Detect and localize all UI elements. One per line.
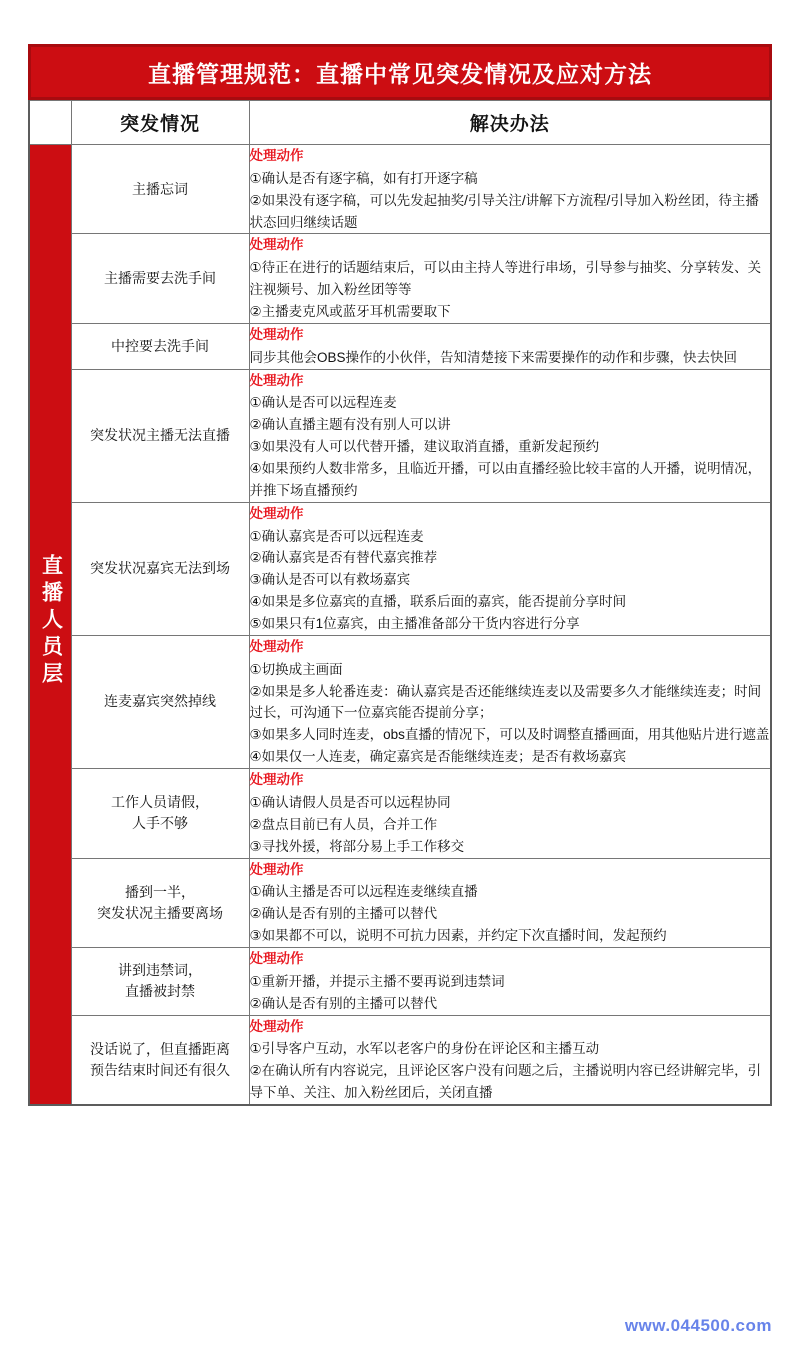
solution-step: ②确认是否有别的主播可以替代	[249, 995, 438, 1011]
table-row	[29, 635, 771, 768]
table-row	[29, 947, 771, 1015]
table-row	[29, 769, 771, 858]
solution-step: ③如果没有人可以代替开播，建议取消直播，重新发起预约	[249, 439, 600, 455]
action-heading: 处理动作	[249, 1018, 304, 1034]
solution-step: ③如果都不可以，说明不可抗力因素，并约定下次直播时间，发起预约	[249, 928, 667, 944]
action-heading: 处理动作	[249, 950, 304, 966]
solution-cell	[249, 769, 771, 858]
solution-step: ⑤如果只有1位嘉宾，由主播准备部分干货内容进行分享	[249, 616, 580, 632]
solution-step: ①切换成主画面	[249, 661, 343, 677]
situation-cell: 没话说了，但直播距离 预告结束时间还有很久	[71, 1015, 249, 1105]
solution-step: ②确认是否有别的主播可以替代	[249, 906, 438, 922]
situation-cell: 突发状况嘉宾无法到场	[71, 502, 249, 635]
page-title: 直播管理规范：直播中常见突发情况及应对方法	[148, 60, 652, 87]
title-banner	[28, 44, 772, 100]
solution-cell	[249, 502, 771, 635]
column-header-situation: 突发情况	[71, 101, 249, 145]
action-heading: 处理动作	[249, 237, 304, 253]
solution-cell	[249, 1015, 771, 1105]
action-heading: 处理动作	[249, 861, 304, 877]
header-spacer-cell	[29, 101, 71, 145]
situation-cell: 讲到违禁词， 直播被封禁	[71, 947, 249, 1015]
solution-step: ②盘点目前已有人员，合并工作	[249, 816, 438, 832]
solution-step: ④如果是多位嘉宾的直播，联系后面的嘉宾，能否提前分享时间	[249, 594, 627, 610]
situation-cell: 中控要去洗手间	[71, 323, 249, 369]
solution-step: ①引导客户互动，水军以老客户的身份在评论区和主播互动	[249, 1041, 600, 1057]
solution-step: ①确认是否可以远程连麦	[249, 395, 397, 411]
emergency-response-table	[28, 100, 772, 1106]
situation-cell: 突发状况主播无法直播	[71, 369, 249, 502]
document-page	[28, 44, 772, 1106]
table-row	[29, 502, 771, 635]
solution-cell	[249, 947, 771, 1015]
table-header-row	[29, 101, 771, 145]
solution-step: ①待正在进行的话题结束后，可以由主持人等进行串场，引导参与抽奖、分享转发、关注视频号、加入粉丝团等等	[249, 260, 762, 298]
table-row	[29, 858, 771, 947]
site-watermark: www.044500.com	[624, 1316, 772, 1335]
situation-cell: 主播需要去洗手间	[71, 234, 249, 323]
solution-step: 同步其他会OBS操作的小伙伴，告知清楚接下来需要操作的动作和步骤，快去快回	[249, 349, 738, 365]
group-label-cell	[29, 145, 71, 1105]
solution-step: ③确认是否可以有救场嘉宾	[249, 572, 411, 588]
solution-step: ②主播麦克风或蓝牙耳机需要取下	[249, 304, 451, 320]
action-heading: 处理动作	[249, 772, 304, 788]
table-row	[29, 369, 771, 502]
table-row	[29, 145, 771, 234]
solution-step: ④如果仅一人连麦，确定嘉宾是否能继续连麦；是否有救场嘉宾	[249, 749, 627, 765]
solution-step: ②在确认所有内容说完，且评论区客户没有问题之后，主播说明内容已经讲解完毕，引导下单、关注、加入粉丝团后，关闭直播	[249, 1063, 762, 1101]
situation-cell: 工作人员请假， 人手不够	[71, 769, 249, 858]
solution-step: ③寻找外援，将部分易上手工作移交	[249, 838, 465, 854]
solution-step: ①确认请假人员是否可以远程协同	[249, 794, 451, 810]
solution-cell	[249, 635, 771, 768]
solution-step: ①重新开播，并提示主播不要再说到违禁词	[249, 973, 505, 989]
solution-step: ①确认嘉宾是否可以远程连麦	[249, 528, 424, 544]
table-row	[29, 323, 771, 369]
solution-cell	[249, 323, 771, 369]
action-heading: 处理动作	[249, 505, 304, 521]
table-row	[29, 234, 771, 323]
solution-step: ②确认嘉宾是否有替代嘉宾推荐	[249, 550, 438, 566]
action-heading: 处理动作	[249, 372, 304, 388]
column-header-solution: 解决办法	[249, 101, 771, 145]
situation-cell: 主播忘词	[71, 145, 249, 234]
solution-step: ②如果没有逐字稿，可以先发起抽奖/引导关注/讲解下方流程/引导加入粉丝团，待主播状态回归继续话题	[249, 192, 759, 230]
solution-cell	[249, 858, 771, 947]
solution-cell	[249, 145, 771, 234]
action-heading: 处理动作	[249, 638, 304, 654]
action-heading: 处理动作	[249, 148, 304, 163]
solution-step: ④如果预约人数非常多，且临近开播，可以由直播经验比较丰富的人开播，说明情况，并推下场直播预约	[249, 461, 762, 498]
table-body	[29, 145, 771, 1105]
action-heading: 处理动作	[249, 326, 304, 342]
solution-cell	[249, 234, 771, 323]
situation-cell: 连麦嘉宾突然掉线	[71, 635, 249, 768]
table-row	[29, 1015, 771, 1105]
solution-step: ②确认直播主题有没有别人可以讲	[249, 417, 451, 433]
solution-step: ③如果多人同时连麦，obs直播的情况下，可以及时调整直播画面，用其他贴片进行遮盖	[249, 727, 770, 743]
group-label-text: 直播人员层	[39, 554, 63, 690]
situation-cell: 播到一半， 突发状况主播要离场	[71, 858, 249, 947]
solution-cell	[249, 369, 771, 502]
solution-step: ①确认主播是否可以远程连麦继续直播	[249, 884, 478, 900]
solution-step: ②如果是多人轮番连麦：确认嘉宾是否还能继续连麦以及需要多久才能继续连麦；时间过长，可沟通下一位嘉宾能否提前分享；	[249, 683, 762, 721]
solution-step: ①确认是否有逐字稿，如有打开逐字稿	[249, 170, 478, 186]
